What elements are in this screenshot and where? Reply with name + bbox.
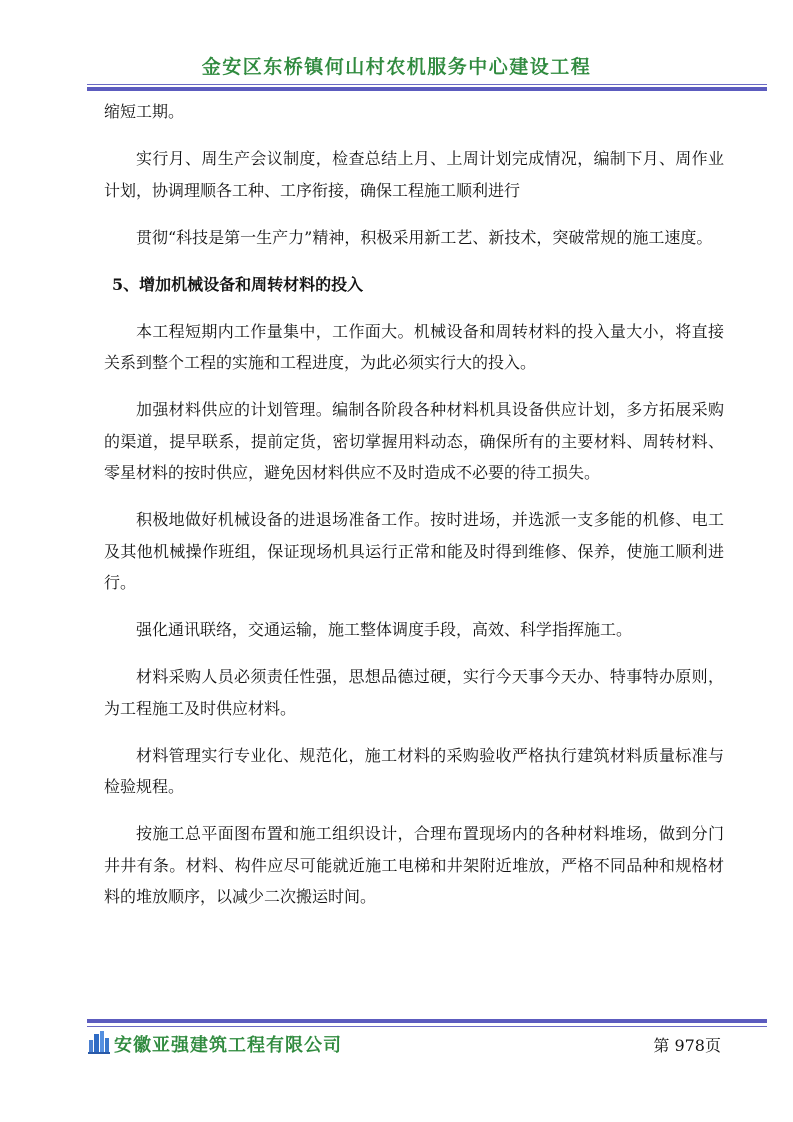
paragraph: 材料采购人员必须责任性强，思想品德过硬，实行今天事今天办、特事特办原则，为工程施工及时供应材料。 xyxy=(104,667,724,718)
paragraph: 缩短工期。 xyxy=(104,102,185,121)
building-logo-icon xyxy=(88,1030,110,1054)
header-rule-thick xyxy=(87,87,767,91)
document-body xyxy=(104,96,724,913)
footer-rule-thin xyxy=(87,1026,767,1027)
footer-rule-thick xyxy=(87,1019,767,1023)
paragraph: 积极地做好机械设备的进退场准备工作。按时进场，并选派一支多能的机修、电工及其他机械操作班组，保证现场机具运行正常和能及时得到维修、保养，使施工顺利进行。 xyxy=(104,510,724,592)
paragraph: 材料管理实行专业化、规范化，施工材料的采购验收严格执行建筑材料质量标准与检验规程。 xyxy=(104,745,724,796)
paragraph: 贯彻“科技是第一生产力”精神，积极采用新工艺、新技术，突破常规的施工速度。 xyxy=(136,227,713,247)
paragraph: 本工程短期内工作量集中，工作面大。机械设备和周转材料的投入量大小，将直接关系到整个工程的实施和工程进度，为此必须实行大的投入。 xyxy=(104,321,724,372)
paragraph: 强化通讯联络，交通运输，施工整体调度手段，高效、科学指挥施工。 xyxy=(136,620,633,639)
header-rule-thin xyxy=(87,84,767,85)
paragraph: 加强材料供应的计划管理。编制各阶段各种材料机具设备供应计划，多方拓展采购的渠道，提早联系，提前定货，密切掌握用料动态，确保所有的主要材料、周转材料、零星材料的按时供应，避免因材料供应不及时造成不必要的待工损失。 xyxy=(104,400,724,482)
page-number: 第 978页 xyxy=(653,1036,721,1055)
section-heading: 5、增加机械设备和周转材料的投入 xyxy=(112,274,364,294)
footer-company-name: 安徽亚强建筑工程有限公司 xyxy=(114,1035,342,1056)
paragraph: 实行月、周生产会议制度，检查总结上月、上周计划完成情况，编制下月、周作业计划，协调理顺各工种、工序衔接，确保工程施工顺利进行 xyxy=(104,149,724,200)
page-header-title: 金安区东桥镇何山村农机服务中心建设工程 xyxy=(201,56,592,78)
paragraph: 按施工总平面图布置和施工组织设计，合理布置现场内的各种材料堆场，做到分门井井有条。材料、构件应尽可能就近施工电梯和井架附近堆放，严格不同品种和规格材料的堆放顺序，以减少二次搬运时间。 xyxy=(104,824,724,906)
